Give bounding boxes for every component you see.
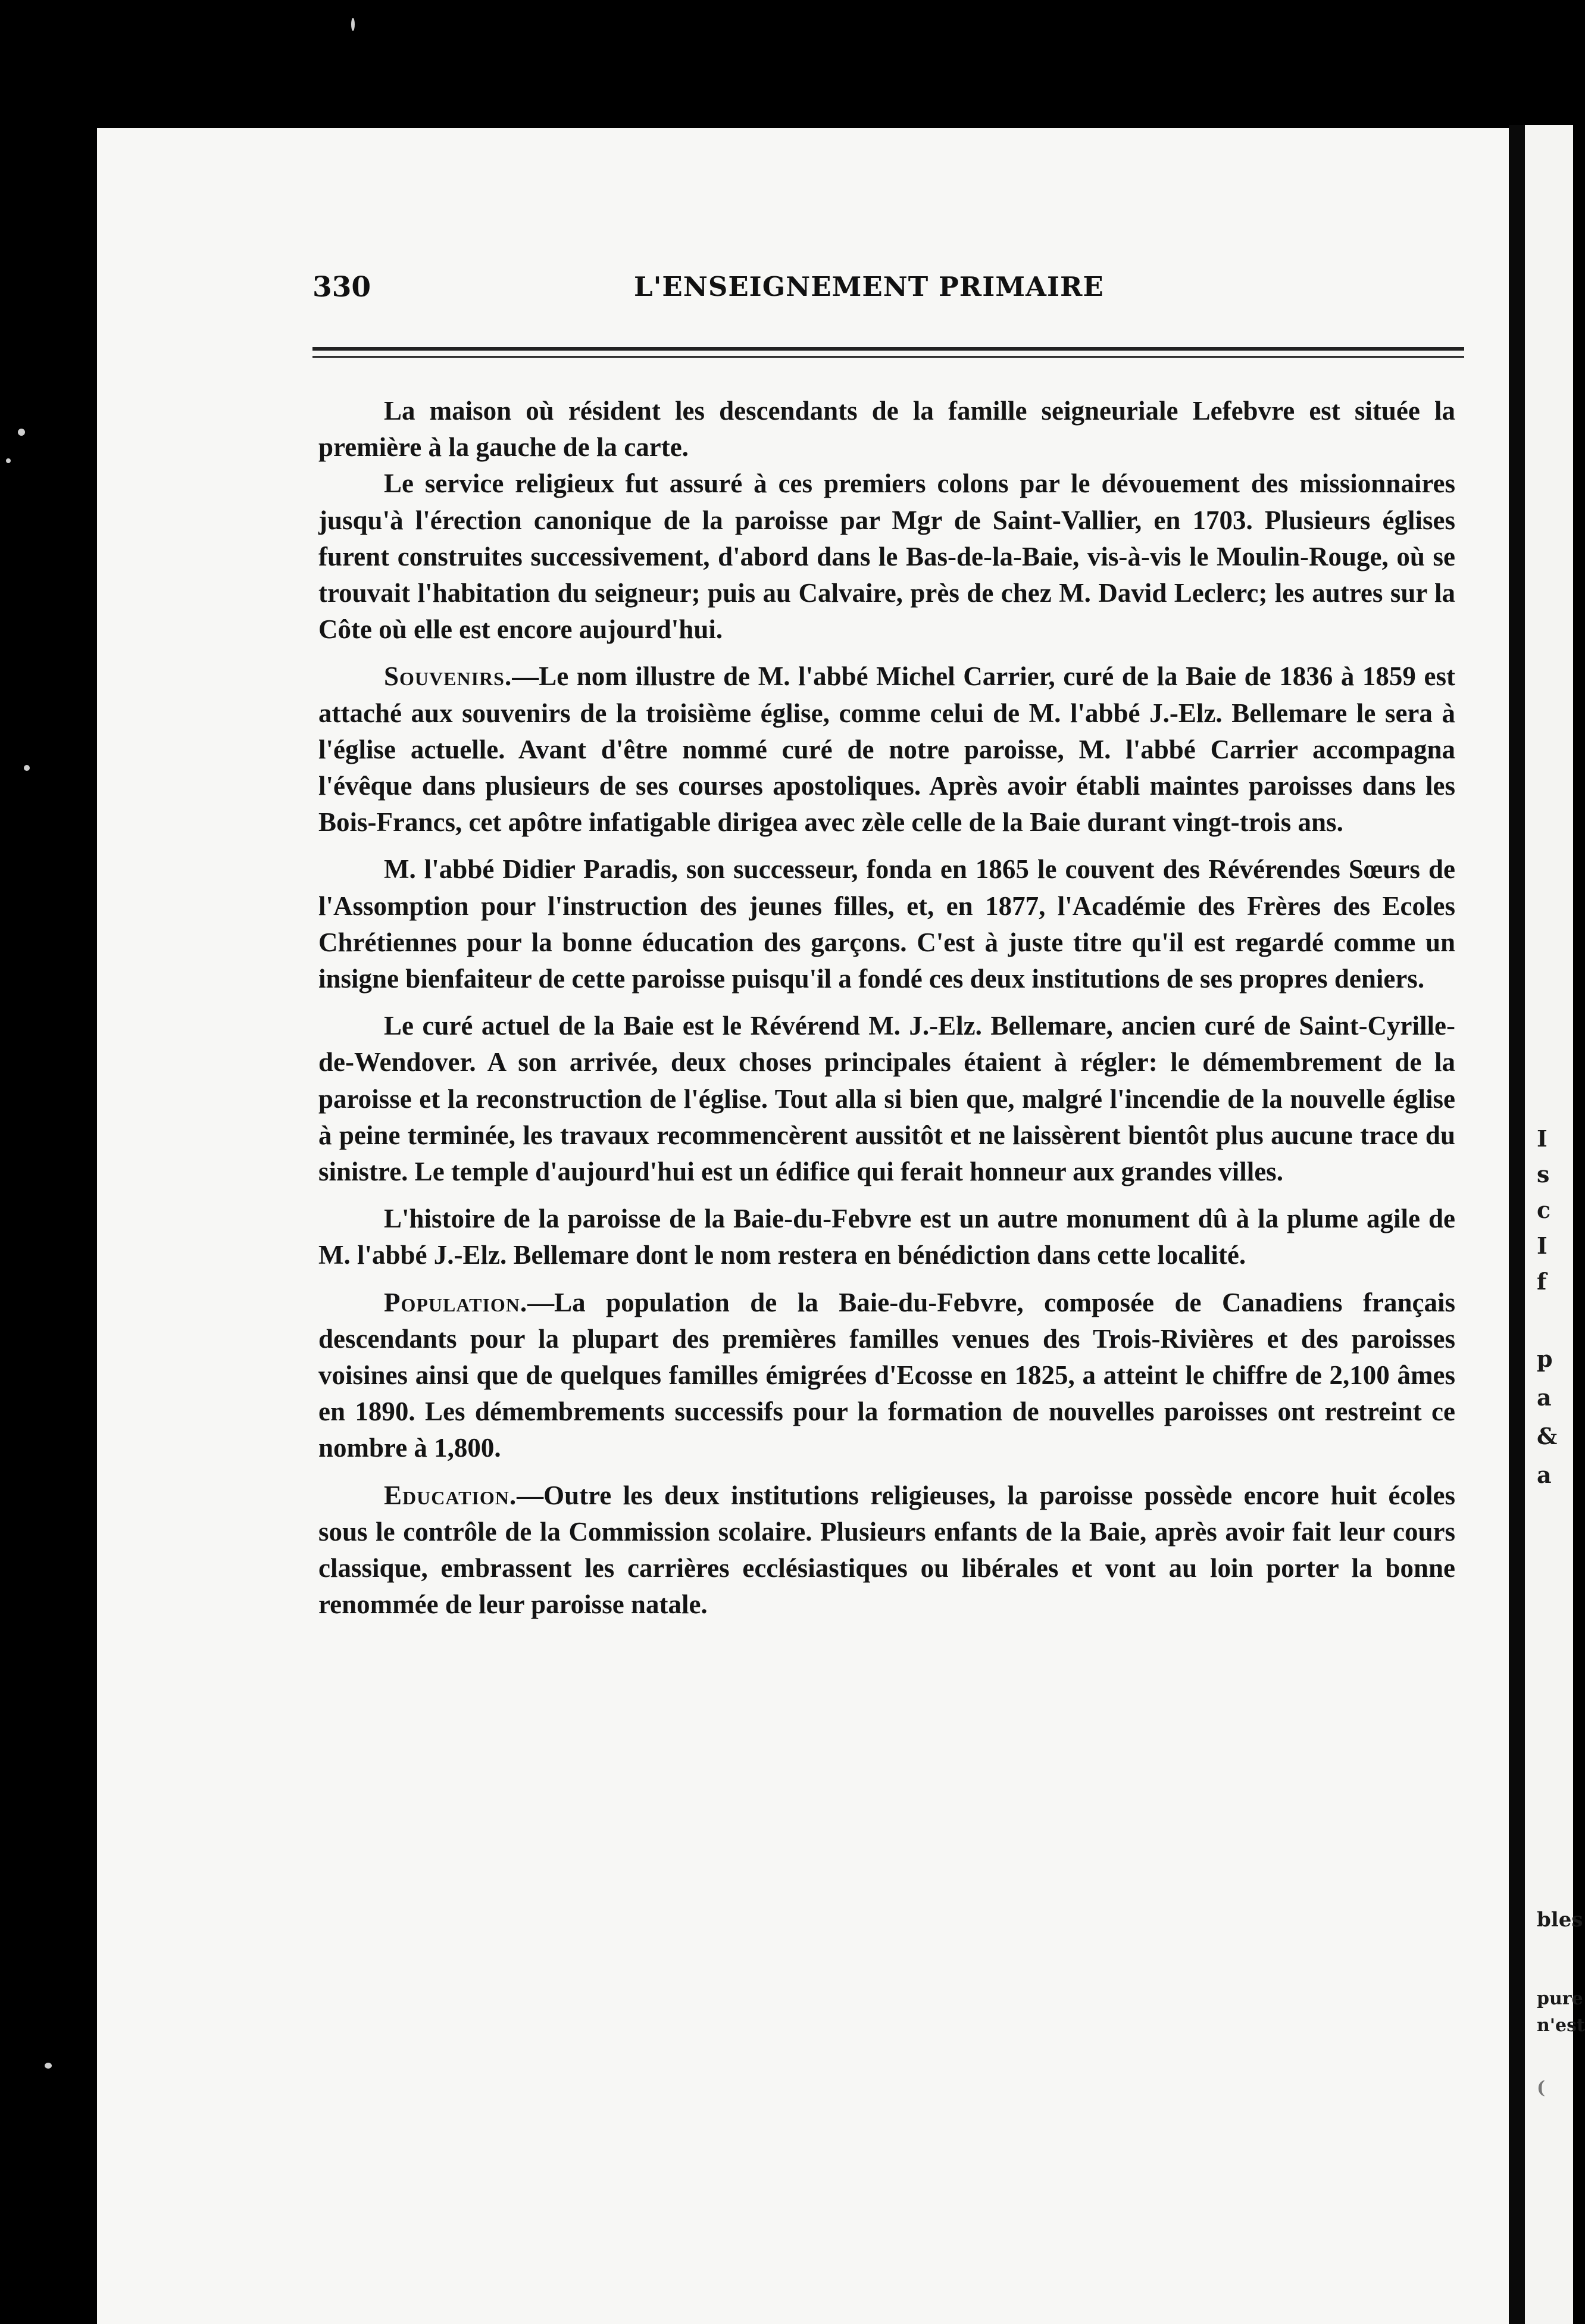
paragraph-text: L'histoire de la paroisse de la Baie-du-Febvre est un autre monument dû à la plume agile de M. l'abbé J.-Elz. Bellemare dont le nom restera en bénédiction dans cette localité. — [318, 1204, 1455, 1270]
scan-speck — [351, 18, 355, 31]
paragraph — [318, 466, 1455, 648]
adjacent-fragment: & — [1537, 1423, 1558, 1450]
paragraph-text: La maison où résident les descendants de la famille seigneuriale Lefebvre est située la première à la gauche de la carte. — [318, 396, 1455, 463]
paragraph-text: Le curé actuel de la Baie est le Révérend M. J.-Elz. Bellemare, ancien curé de Saint-Cyrille-de-Wendover. A son arrivée, deux choses principales étaient à régler: le démembrement de la paroisse et la reconstruction de l'église. Tout alla si bien que, malgré l'incendie de la nouvelle église à peine terminée, les travaux recommencèrent aussitôt et ne laissèrent bientôt plus aucune trace du sinistre. Le temple d'aujourd'hui est un édifice qui ferait honneur aux grandes villes. — [318, 1011, 1455, 1187]
adjacent-fragment: a — [1537, 1461, 1552, 1488]
section-lead: Education. — [384, 1480, 517, 1510]
adjacent-fragment: p — [1537, 1345, 1553, 1372]
scan-speck — [18, 429, 25, 436]
body-text — [318, 393, 1455, 1623]
paragraph — [318, 1478, 1455, 1623]
adjacent-page-text-fragments — [1536, 0, 1585, 2324]
adjacent-fragment: I — [1537, 1125, 1548, 1152]
adjacent-fragment: bles — [1537, 1908, 1583, 1932]
adjacent-fragment: I — [1537, 1232, 1548, 1259]
page-number: 330 — [312, 271, 371, 304]
paragraph — [318, 1008, 1455, 1190]
book-gutter-shadow — [1509, 125, 1525, 2324]
adjacent-fragment: f — [1537, 1268, 1547, 1295]
running-title: L'ENSEIGNEMENT PRIMAIRE — [634, 271, 1104, 302]
adjacent-fragment: c — [1537, 1197, 1551, 1223]
header-rule-thin — [312, 356, 1464, 358]
paragraph — [318, 1285, 1455, 1467]
paragraph — [318, 393, 1455, 466]
paragraph — [318, 851, 1455, 997]
header-rule — [312, 347, 1464, 351]
scan-speck — [6, 458, 11, 463]
paragraph — [318, 1201, 1455, 1273]
paragraph-text: Le service religieux fut assuré à ces premiers colons par le dévouement des missionnaires jusqu'à l'érection canonique de la paroisse par Mgr de Saint-Vallier, en 1703. Plusieurs églises furent construites successivement, d'abord dans le Bas-de-la-Baie, vis-à-vis le Moulin-Rouge, où se trouvait l'habitation du seigneur; puis au Calvaire, près de chez M. David Leclerc; les autres sur la Côte où elle est encore aujourd'hui. — [318, 468, 1455, 645]
adjacent-fragment: n'est — [1537, 2015, 1585, 2036]
section-lead: Souvenirs. — [384, 661, 512, 692]
paragraph-text: —Le nom illustre de M. l'abbé Michel Carrier, curé de la Baie de 1836 à 1859 est attaché aux souvenirs de la troisième église, comme celui de M. l'abbé J.-Elz. Bellemare le sera à l'église actuelle. Avant d'être nommé curé de notre paroisse, M. l'abbé Carrier accompagna l'évêque dans plusieurs de ses courses apostoliques. Après avoir établi maintes paroisses dans les Bois-Francs, cet apôtre infatigable dirigea avec zèle celle de la Baie durant vingt-trois ans. — [318, 661, 1455, 838]
paragraph-text: —La population de la Baie-du-Febvre, composée de Canadiens français descendants pour la plupart des premières familles venues des Trois-Rivières et des paroisses voisines ainsi que de quelques familles émigrées d'Ecosse en 1825, a atteint le chiffre de 2,100 âmes en 1890. Les démembrements successifs pour la formation de nouvelles paroisses ont restreint ce nombre à 1,800. — [318, 1287, 1455, 1463]
scan-speck — [24, 765, 30, 771]
adjacent-fragment: a — [1537, 1384, 1552, 1411]
scan-speck — [45, 2063, 52, 2069]
paragraph-text: M. l'abbé Didier Paradis, son successeur, fonda en 1865 le couvent des Révérendes Sœurs de l'Assomption pour l'instruction des jeunes filles, et, en 1877, l'Académie des Frères des Ecoles Chrétiennes pour la bonne éducation des garçons. C'est à juste titre qu'il est regardé comme un insigne bienfaiteur de cette paroisse puisqu'il a fondé ces deux institutions de ses propres deniers. — [318, 854, 1455, 994]
adjacent-fragment: pure — [1537, 1988, 1583, 2009]
page-header — [312, 271, 1464, 313]
adjacent-fragment: ( — [1537, 2078, 1546, 2098]
paragraph — [318, 658, 1455, 841]
section-lead: Population. — [384, 1287, 528, 1317]
adjacent-fragment: s — [1537, 1161, 1550, 1188]
paragraph-text: —Outre les deux institutions religieuses, la paroisse possède encore huit écoles sous le contrôle de la Commission scolaire. Plusieurs enfants de la Baie, après avoir fait leur cours classique, embrassent les carrières ecclésiastiques ou libérales et vont au loin porter la bonne renommée de leur paroisse natale. — [318, 1480, 1455, 1620]
